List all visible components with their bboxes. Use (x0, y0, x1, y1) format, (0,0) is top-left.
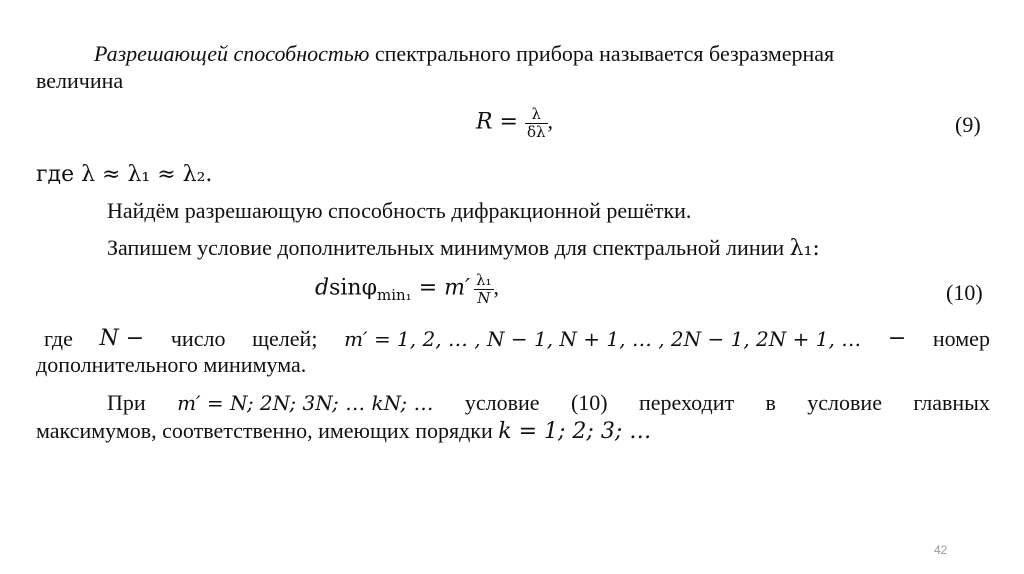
equation-9-number: (9) (955, 112, 981, 137)
eq10-d: d (315, 275, 330, 301)
eq10-phi: φ (361, 275, 377, 301)
word-when: При (107, 390, 146, 415)
word-turns: переходит (639, 390, 735, 415)
equation-10 (315, 272, 499, 307)
m-prime-multiples: m′ = N; 2N; 3N; … kN; … (177, 391, 434, 415)
paragraph-find-resolution: Найдём разрешающую способность дифракционной решётки. (107, 198, 692, 223)
eq10-sin: sin (329, 275, 362, 301)
maxima-text: максимумов, соответственно, имеющих порядки (36, 418, 499, 443)
eq9-fraction (525, 106, 548, 141)
equation-9 (476, 106, 553, 141)
defined-term: Разрешающей способностью (94, 41, 370, 66)
k-orders: k = 1; 2; 3; … (498, 419, 652, 444)
minimum-condition-text: Запишем условие дополнительных минимумов для спектральной линии (107, 235, 790, 260)
eq10-tail: , (493, 274, 500, 300)
eq10-m-prime: m′ (444, 275, 470, 301)
m-prime-values: m′ = 1, 2, … , N − 1, N + 1, … , 2N − 1, 2N + 1, … (344, 327, 862, 351)
eq10-denominator: N (477, 289, 491, 307)
dash: − (887, 326, 907, 351)
eq9-numerator: λ (525, 106, 548, 124)
word-order: номер (932, 326, 990, 351)
word-slits: щелей; (252, 326, 318, 351)
eq10-numerator: λ₁ (475, 271, 492, 289)
N-symbol: N − (99, 326, 145, 351)
eq10-fraction (474, 272, 494, 307)
paragraph-main-maxima-line1 (107, 390, 990, 416)
paragraph-definition-line1 (94, 41, 834, 67)
word-into: в (765, 390, 776, 415)
where-word: где (44, 326, 73, 351)
where-N-line2: дополнительного минимума. (36, 352, 307, 377)
paragraph-minimum-condition (107, 235, 820, 262)
eq9-denominator: δλ (526, 123, 546, 141)
where-N-line1 (44, 326, 990, 352)
word-number: число (170, 326, 226, 351)
definition-text: спектрального прибора называется безразмерная (369, 41, 835, 66)
paragraph-main-maxima-line2 (36, 418, 651, 445)
equation-10-number: (10) (946, 280, 983, 305)
paragraph-definition-line2: величина (36, 68, 124, 93)
ref-10: (10) (570, 390, 608, 415)
word-condition-2: условие (807, 390, 882, 415)
page-number: 42 (934, 543, 948, 557)
eq9-lhs: R = (476, 109, 525, 135)
word-condition: условие (464, 390, 540, 415)
lambda1-symbol: λ₁: (789, 236, 820, 261)
word-main: главных (913, 390, 990, 415)
eq9-tail: , (547, 108, 554, 134)
where-lambda-line: где λ ≈ λ₁ ≈ λ₂. (36, 162, 213, 187)
eq10-subscript: min₁ (377, 285, 412, 304)
eq10-equals: = (411, 275, 445, 301)
